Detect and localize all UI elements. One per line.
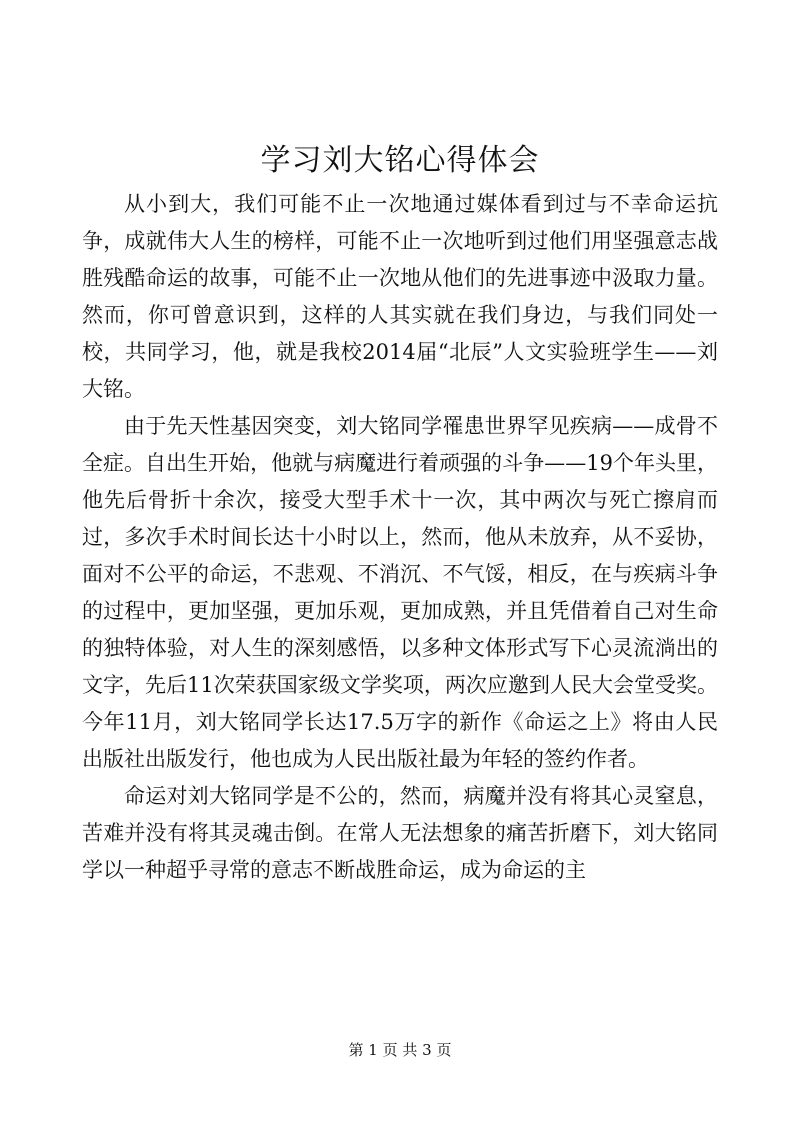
document-body — [82, 186, 718, 889]
page-number-footer: 第 1 页 共 3 页 — [348, 1041, 452, 1059]
paragraph-2: 由于先天性基因突变，刘大铭同学罹患世界罕见疾病——成骨不全症。自出生开始，他就与病魔进行着顽强的斗争——19个年头里，他先后骨折十余次，接受大型手术十一次，其中两次与死亡擦肩而过，多次手术时间长达十小时以上，然而，他从未放弃，从不妥协，面对不公平的命运，不悲观、不消沉、不气馁，相反，在与疾病斗争的过程中，更加坚强，更加乐观，更加成熟，并且凭借着自己对生命的独特体验，对人生的深刻感悟，以多种文体形式写下心灵流淌出的文字，先后11次荣获国家级文学奖项，两次应邀到人民大会堂受奖。今年11月，刘大铭同学长达17.5万字的新作《命运之上》将由人民出版社出版发行，他也成为人民出版社最为年轻的签约作者。 — [82, 414, 718, 771]
paragraph-3: 命运对刘大铭同学是不公的，然而，病魔并没有将其心灵窒息，苦难并没有将其灵魂击倒。在常人无法想象的痛苦折磨下，刘大铭同学以一种超乎寻常的意志不断战胜命运，成为命运的主 — [82, 784, 718, 882]
document-title: 学习刘大铭心得体会 — [260, 143, 540, 178]
paragraph-1: 从小到大，我们可能不止一次地通过媒体看到过与不幸命运抗争，成就伟大人生的榜样，可能不止一次地听到过他们用坚强意志战胜残酷命运的故事，可能不止一次地从他们的先进事迹中汲取力量。然而，你可曾意识到，这样的人其实就在我们身边，与我们同处一校，共同学习，他，就是我校2014届“北辰”人文实验班学生——刘大铭。 — [82, 192, 718, 401]
